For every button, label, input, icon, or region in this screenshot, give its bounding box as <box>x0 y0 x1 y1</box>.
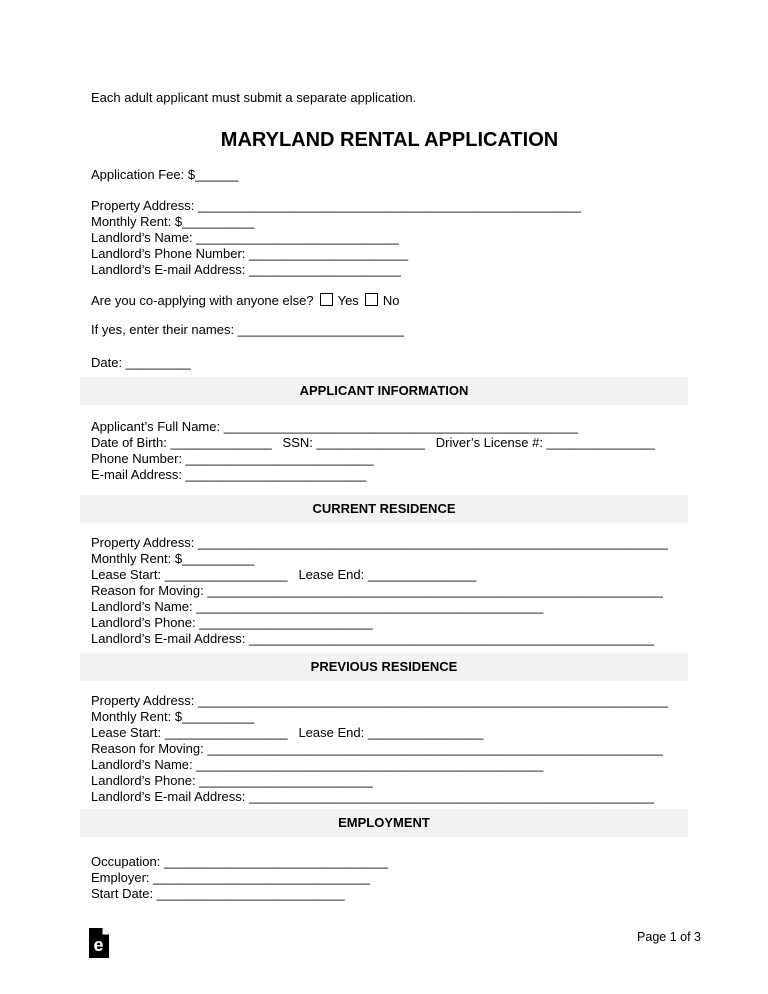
date-line: Date: _________ <box>91 355 191 370</box>
previous-lease-dates-line: Lease Start: _________________ Lease End: ________________ <box>91 725 484 740</box>
current-monthly-rent-line: Monthly Rent: $__________ <box>91 551 255 566</box>
co-applying-row <box>91 293 688 309</box>
current-landlord-name-line: Landlord’s Name: ________________________________________________ <box>91 599 544 614</box>
previous-landlord-phone-line: Landlord’s Phone: ________________________ <box>91 773 373 788</box>
page-title: MARYLAND RENTAL APPLICATION <box>220 129 559 151</box>
logo-letter: e <box>93 935 104 955</box>
section-header-applicant-information: APPLICANT INFORMATION <box>80 377 688 405</box>
employment-block <box>91 854 688 902</box>
landlord-name-line: Landlord’s Name: ____________________________ <box>91 230 399 245</box>
section-header-current-residence: CURRENT RESIDENCE <box>80 495 688 523</box>
current-reason-moving-line: Reason for Moving: _______________________________________________________________ <box>91 583 663 598</box>
rental-property-block <box>91 198 688 278</box>
previous-monthly-rent-line: Monthly Rent: $__________ <box>91 709 255 724</box>
previous-landlord-email-line: Landlord’s E-mail Address: ________________________________________________________ <box>91 789 654 804</box>
monthly-rent-line: Monthly Rent: $__________ <box>91 214 255 229</box>
current-property-address-line: Property Address: _________________________________________________________________ <box>91 535 668 550</box>
no-checkbox[interactable] <box>365 293 378 306</box>
current-landlord-email-line: Landlord’s E-mail Address: ________________________________________________________ <box>91 631 654 646</box>
applicant-full-name-line: Applicant’s Full Name: _________________________________________________ <box>91 419 578 434</box>
notice-text: Each adult applicant must submit a separate application. <box>91 90 417 105</box>
employer-line: Employer: ______________________________ <box>91 870 371 885</box>
landlord-email-line: Landlord’s E-mail Address: _____________________ <box>91 262 401 277</box>
form-content <box>91 0 688 902</box>
current-landlord-phone-line: Landlord’s Phone: ________________________ <box>91 615 373 630</box>
co-applying-question: Are you co-applying with anyone else? <box>91 293 314 308</box>
previous-landlord-name-line: Landlord’s Name: ________________________________________________ <box>91 757 544 772</box>
page-indicator: Page 1 of 3 <box>637 930 701 944</box>
yes-checkbox[interactable] <box>320 293 333 306</box>
co-applicant-names-line: If yes, enter their names: _______________________ <box>91 322 404 337</box>
start-date-line: Start Date: __________________________ <box>91 886 345 901</box>
applicant-email-line: E-mail Address: _________________________ <box>91 467 367 482</box>
previous-property-address-line: Property Address: _________________________________________________________________ <box>91 693 668 708</box>
no-label: No <box>382 293 400 308</box>
eforms-logo-icon <box>88 927 110 962</box>
landlord-phone-line: Landlord’s Phone Number: ______________________ <box>91 246 409 261</box>
previous-reason-moving-line: Reason for Moving: _______________________________________________________________ <box>91 741 663 756</box>
current-residence-block <box>91 535 688 647</box>
section-header-employment: EMPLOYMENT <box>80 809 688 837</box>
application-fee-line: Application Fee: $______ <box>91 167 239 182</box>
previous-residence-block <box>91 693 688 805</box>
applicant-information-block <box>91 419 688 483</box>
current-lease-dates-line: Lease Start: _________________ Lease End: _______________ <box>91 567 477 582</box>
applicant-phone-line: Phone Number: __________________________ <box>91 451 374 466</box>
dob-ssn-license-line: Date of Birth: ______________ SSN: _______________ Driver’s License #: _______________ <box>91 435 656 450</box>
section-header-previous-residence: PREVIOUS RESIDENCE <box>80 653 688 681</box>
occupation-line: Occupation: _______________________________ <box>91 854 389 869</box>
property-address-line: Property Address: _____________________________________________________ <box>91 198 582 213</box>
yes-label: Yes <box>337 293 359 308</box>
